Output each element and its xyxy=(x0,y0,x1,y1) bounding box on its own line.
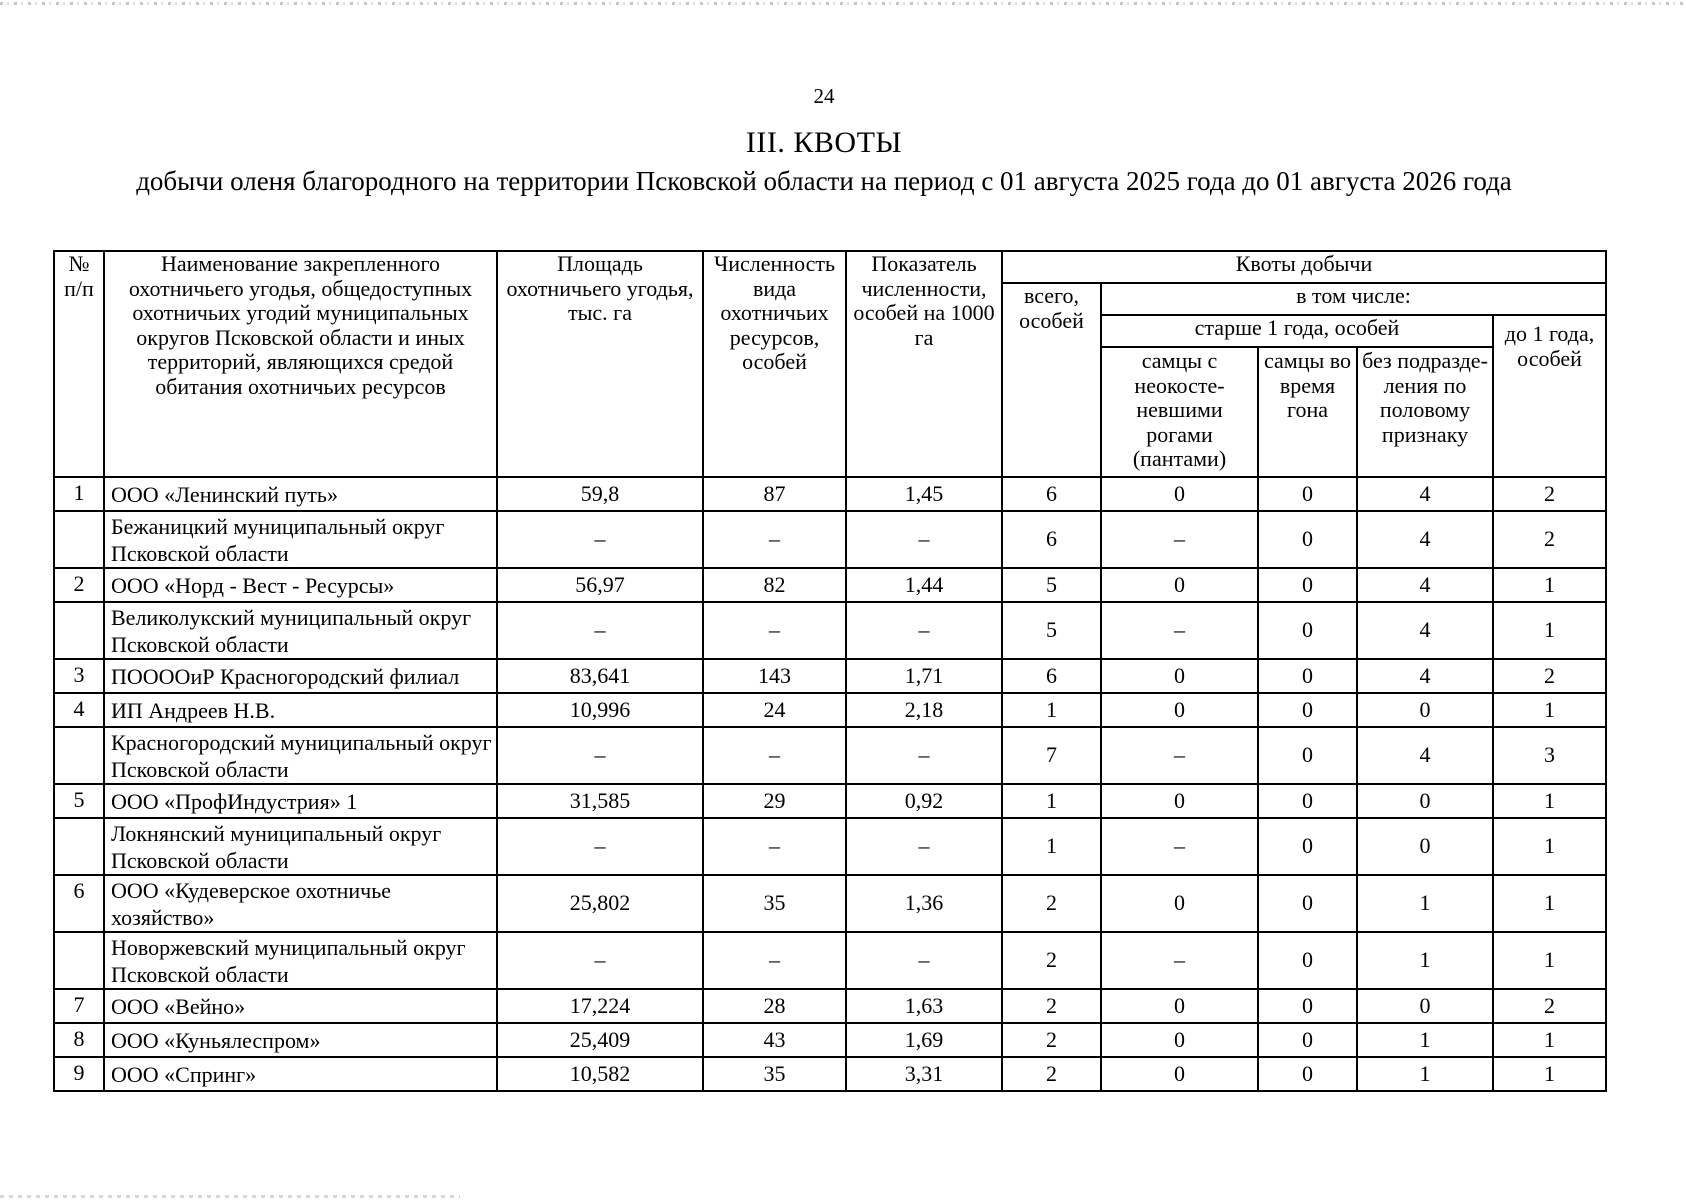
cell-under-one: 1 xyxy=(1493,568,1606,602)
cell-name: ПООООиР Красногородский филиал xyxy=(104,659,497,693)
cell-males-antlers: – xyxy=(1101,818,1258,875)
cell-no-sex: 1 xyxy=(1357,1023,1493,1057)
cell-no-sex: 1 xyxy=(1357,932,1493,989)
cell-density: – xyxy=(846,602,1002,659)
cell-males-antlers: 0 xyxy=(1101,1057,1258,1091)
cell-count: 143 xyxy=(703,659,846,693)
cell-no-sex: 0 xyxy=(1357,693,1493,727)
cell-count: – xyxy=(703,727,846,784)
cell-males-antlers: 0 xyxy=(1101,659,1258,693)
cell-count: – xyxy=(703,932,846,989)
cell-under-one: 1 xyxy=(1493,932,1606,989)
cell-name: ООО «Норд - Вест - Ресурсы» xyxy=(104,568,497,602)
cell-density: 3,31 xyxy=(846,1057,1002,1091)
table-row xyxy=(54,1057,1606,1091)
cell-males-rut: 0 xyxy=(1258,511,1357,568)
cell-total: 1 xyxy=(1002,693,1101,727)
cell-under-one: 2 xyxy=(1493,659,1606,693)
table-row xyxy=(54,602,1606,659)
cell-no: 9 xyxy=(54,1057,104,1091)
cell-males-antlers: 0 xyxy=(1101,989,1258,1023)
cell-no: 8 xyxy=(54,1023,104,1057)
cell-males-rut: 0 xyxy=(1258,932,1357,989)
cell-total: 2 xyxy=(1002,932,1101,989)
cell-count: 35 xyxy=(703,1057,846,1091)
cell-area: – xyxy=(497,818,703,875)
table-row xyxy=(54,932,1606,989)
cell-area: 83,641 xyxy=(497,659,703,693)
cell-area: – xyxy=(497,511,703,568)
cell-name: ООО «Ленинский путь» xyxy=(104,477,497,511)
cell-density: 1,69 xyxy=(846,1023,1002,1057)
cell-no: 7 xyxy=(54,989,104,1023)
cell-area: 25,409 xyxy=(497,1023,703,1057)
cell-males-antlers: 0 xyxy=(1101,784,1258,818)
cell-no-sex: 4 xyxy=(1357,727,1493,784)
cell-males-antlers: 0 xyxy=(1101,1023,1258,1057)
cell-area: 10,582 xyxy=(497,1057,703,1091)
table-row xyxy=(54,784,1606,818)
cell-count: – xyxy=(703,511,846,568)
cell-area: – xyxy=(497,932,703,989)
cell-area: 59,8 xyxy=(497,477,703,511)
cell-density: – xyxy=(846,511,1002,568)
header-no-sex: без подразде- ления по половому признаку xyxy=(1357,347,1493,477)
cell-males-rut: 0 xyxy=(1258,989,1357,1023)
cell-total: 6 xyxy=(1002,477,1101,511)
cell-no: 1 xyxy=(54,477,104,511)
cell-under-one: 1 xyxy=(1493,602,1606,659)
cell-area: 10,996 xyxy=(497,693,703,727)
cell-no-sex: 4 xyxy=(1357,659,1493,693)
cell-count: 29 xyxy=(703,784,846,818)
header-total: всего, особей xyxy=(1002,283,1101,477)
cell-males-antlers: 0 xyxy=(1101,477,1258,511)
header-including: в том числе: xyxy=(1101,283,1606,315)
cell-no: 2 xyxy=(54,568,104,602)
cell-males-antlers: – xyxy=(1101,511,1258,568)
table-row xyxy=(54,1023,1606,1057)
cell-total: 6 xyxy=(1002,659,1101,693)
cell-under-one: 1 xyxy=(1493,1023,1606,1057)
cell-name: ООО «Кудеверское охотничье хозяйство» xyxy=(104,875,497,932)
cell-no: 3 xyxy=(54,659,104,693)
cell-no-sex: 0 xyxy=(1357,989,1493,1023)
quota-table-container xyxy=(53,250,1605,1092)
cell-males-rut: 0 xyxy=(1258,784,1357,818)
cell-area: – xyxy=(497,727,703,784)
cell-no: 4 xyxy=(54,693,104,727)
cell-total: 6 xyxy=(1002,511,1101,568)
cell-under-one: 3 xyxy=(1493,727,1606,784)
cell-no-sex: 1 xyxy=(1357,1057,1493,1091)
cell-no-sex: 0 xyxy=(1357,784,1493,818)
cell-name: ИП Андреев Н.В. xyxy=(104,693,497,727)
cell-males-antlers: – xyxy=(1101,932,1258,989)
cell-count: 87 xyxy=(703,477,846,511)
cell-males-antlers: 0 xyxy=(1101,568,1258,602)
cell-density: 1,45 xyxy=(846,477,1002,511)
cell-name: ООО «Куньялеспром» xyxy=(104,1023,497,1057)
cell-total: 2 xyxy=(1002,989,1101,1023)
table-row xyxy=(54,477,1606,511)
cell-name: Локнянский муниципальный округ Псковской области xyxy=(104,818,497,875)
cell-count: 28 xyxy=(703,989,846,1023)
header-quota-group: Квоты добычи xyxy=(1002,251,1606,283)
cell-no xyxy=(54,511,104,568)
cell-no xyxy=(54,818,104,875)
document-subtitle: добычи оленя благородного на территории Псковской области на период с 01 августа 2025 года до 01 августа 2026 года xyxy=(136,166,1512,196)
cell-under-one: 1 xyxy=(1493,1057,1606,1091)
cell-area: – xyxy=(497,602,703,659)
cell-name: Бежаницкий муниципальный округ Псковской области xyxy=(104,511,497,568)
cell-under-one: 2 xyxy=(1493,511,1606,568)
quota-table xyxy=(53,250,1607,1092)
cell-no: 6 xyxy=(54,875,104,932)
cell-total: 2 xyxy=(1002,875,1101,932)
cell-total: 2 xyxy=(1002,1023,1101,1057)
cell-males-rut: 0 xyxy=(1258,818,1357,875)
cell-males-antlers: 0 xyxy=(1101,875,1258,932)
cell-no: 5 xyxy=(54,784,104,818)
cell-no xyxy=(54,727,104,784)
cell-no xyxy=(54,932,104,989)
cell-name: ООО «Спринг» xyxy=(104,1057,497,1091)
scan-edge-top xyxy=(0,2,1686,5)
cell-under-one: 1 xyxy=(1493,693,1606,727)
cell-males-antlers: – xyxy=(1101,727,1258,784)
cell-no-sex: 4 xyxy=(1357,602,1493,659)
cell-under-one: 1 xyxy=(1493,784,1606,818)
cell-name: Великолукский муниципальный округ Псковской области xyxy=(104,602,497,659)
cell-males-rut: 0 xyxy=(1258,1023,1357,1057)
cell-count: 24 xyxy=(703,693,846,727)
header-no: № п/п xyxy=(54,251,104,477)
table-row xyxy=(54,568,1606,602)
cell-males-rut: 0 xyxy=(1258,659,1357,693)
cell-density: 1,71 xyxy=(846,659,1002,693)
cell-males-rut: 0 xyxy=(1258,693,1357,727)
table-row xyxy=(54,727,1606,784)
cell-area: 25,802 xyxy=(497,875,703,932)
cell-males-rut: 0 xyxy=(1258,875,1357,932)
cell-name: ООО «ПрофИндустрия» 1 xyxy=(104,784,497,818)
cell-density: 0,92 xyxy=(846,784,1002,818)
cell-males-antlers: – xyxy=(1101,602,1258,659)
header-males-antlers: самцы с неокосте- невшими рогами (пантами) xyxy=(1101,347,1258,477)
header-name: Наименование закрепленного охотничьего угодья, общедоступных охотничьих угодий муниципальных округов Псковской области и иных территорий, являющихся средой обитания охотничьих ресурсов xyxy=(104,251,497,477)
cell-males-antlers: 0 xyxy=(1101,693,1258,727)
header-density: Показатель численности, особей на 1000 га xyxy=(846,251,1002,477)
scan-edge-bottom xyxy=(0,1195,460,1198)
cell-total: 5 xyxy=(1002,568,1101,602)
cell-under-one: 2 xyxy=(1493,989,1606,1023)
cell-males-rut: 0 xyxy=(1258,727,1357,784)
cell-density: – xyxy=(846,727,1002,784)
header-under-one: до 1 года, особей xyxy=(1493,315,1606,477)
table-body xyxy=(54,477,1606,1091)
cell-no-sex: 4 xyxy=(1357,511,1493,568)
cell-no-sex: 0 xyxy=(1357,818,1493,875)
table-row xyxy=(54,659,1606,693)
cell-area: 17,224 xyxy=(497,989,703,1023)
cell-under-one: 2 xyxy=(1493,477,1606,511)
header-area: Площадь охотничьего угодья, тыс. га xyxy=(497,251,703,477)
cell-no-sex: 4 xyxy=(1357,568,1493,602)
page-number: 24 xyxy=(813,84,835,108)
cell-males-rut: 0 xyxy=(1258,1057,1357,1091)
cell-no-sex: 4 xyxy=(1357,477,1493,511)
cell-total: 1 xyxy=(1002,818,1101,875)
section-title: III. КВОТЫ xyxy=(745,126,903,159)
cell-total: 1 xyxy=(1002,784,1101,818)
table-row xyxy=(54,818,1606,875)
cell-area: 31,585 xyxy=(497,784,703,818)
cell-density: 2,18 xyxy=(846,693,1002,727)
cell-males-rut: 0 xyxy=(1258,602,1357,659)
cell-males-rut: 0 xyxy=(1258,568,1357,602)
cell-under-one: 1 xyxy=(1493,818,1606,875)
cell-total: 5 xyxy=(1002,602,1101,659)
cell-name: Новоржевский муниципальный округ Псковской области xyxy=(104,932,497,989)
cell-count: 82 xyxy=(703,568,846,602)
cell-density: 1,44 xyxy=(846,568,1002,602)
table-row xyxy=(54,693,1606,727)
table-row xyxy=(54,875,1606,932)
cell-area: 56,97 xyxy=(497,568,703,602)
cell-count: 35 xyxy=(703,875,846,932)
cell-count: – xyxy=(703,602,846,659)
table-row xyxy=(54,511,1606,568)
cell-under-one: 1 xyxy=(1493,875,1606,932)
cell-density: 1,36 xyxy=(846,875,1002,932)
header-males-rut: самцы во время гона xyxy=(1258,347,1357,477)
header-count: Численность вида охотничьих ресурсов, особей xyxy=(703,251,846,477)
cell-total: 2 xyxy=(1002,1057,1101,1091)
table-header xyxy=(54,251,1606,477)
header-older: старше 1 года, особей xyxy=(1101,315,1493,347)
cell-density: 1,63 xyxy=(846,989,1002,1023)
table-row xyxy=(54,989,1606,1023)
cell-total: 7 xyxy=(1002,727,1101,784)
cell-no-sex: 1 xyxy=(1357,875,1493,932)
cell-count: 43 xyxy=(703,1023,846,1057)
cell-count: – xyxy=(703,818,846,875)
cell-name: ООО «Вейно» xyxy=(104,989,497,1023)
cell-no xyxy=(54,602,104,659)
cell-name: Красногородский муниципальный округ Псковской области xyxy=(104,727,497,784)
cell-males-rut: 0 xyxy=(1258,477,1357,511)
cell-density: – xyxy=(846,818,1002,875)
cell-density: – xyxy=(846,932,1002,989)
